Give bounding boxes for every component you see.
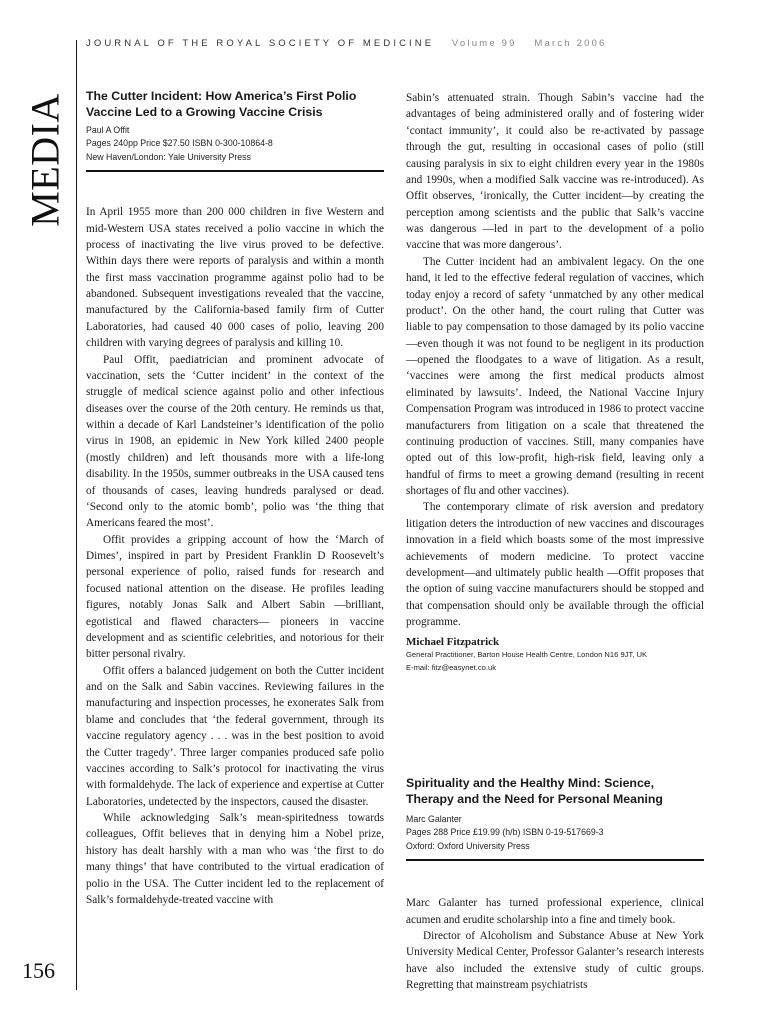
review1-details: Pages 240pp Price $27.50 ISBN 0-300-10864-8 <box>86 138 273 149</box>
paragraph: Offit offers a balanced judgement on both the Cutter incident and on the Salk and Sabin vaccines. Reviewing failures in the manufacturing and inspection processes, he exonerates Salk from blame and concludes that ‘the federal government, through its vaccine regulatory agency . . . was in the best position to avoid the Cutter tragedy’. Three larger companies produced safe polio vaccines according to Salk’s protocol for inactivating the virus with formaldehyde. The lack of experience and expertise at Cutter Laboratories, undetected by the inspectors, caused the disaster. <box>86 664 384 808</box>
review2-title: Spirituality and the Healthy Mind: Science, Therapy and the Need for Personal Meaning <box>406 776 663 806</box>
review1-body-left <box>86 204 384 908</box>
review2-author: Marc Galanter <box>406 814 462 824</box>
running-header <box>86 38 726 49</box>
review1-body-right <box>406 90 704 630</box>
paragraph: Paul Offit, paediatrician and prominent advocate of vaccination, sets the ‘Cutter incident’ in the context of the struggle of medical science against polio and other infectious diseases over the course of the 20th century. He reminds us that, within a decade of Karl Landsteiner’s identification of the polio virus in 1908, an epidemic in New York killed 2400 people (mostly children) and left thousands more with a life-long disability. In the 1950s, summer outbreaks in the USA caused tens of thousands of cases, leaving hundreds paralysed or dead. ‘Second only to the atomic bomb’, polio was ‘the thing that Americans feared the most’. <box>86 353 384 530</box>
review1-title: The Cutter Incident: How America’s First Polio Vaccine Led to a Growing Vaccine Crisis <box>86 89 357 119</box>
paragraph: The Cutter incident had an ambivalent legacy. On the one hand, it led to the effective federal regulation of vaccines, which today enjoy a record of safety ‘unmatched by any other medical product’. On the other hand, the court ruling that Cutter was liable to pay compensation to those damaged by its polio vaccine—even though it was not found to be negligent in its production—opened the floodgates to a wave of litigation. As a result, ‘vaccines were among the first medical products almost eliminated by lawsuits’. Indeed, the National Vaccine Injury Compensation Program was introduced in 1986 to protect vaccine manufacturers from litigation on a scale that threatened the continuing production of vaccines. Still, many companies have opted out of this low-profit, high-risk field, leaving only a handful of firms to meet a growing demand (resulting in recent shortages of flu and other vaccines). <box>406 255 704 497</box>
review2-details: Pages 288 Price £19.99 (h/b) ISBN 0-19-517669-3 <box>406 827 604 838</box>
reviewer-affiliation: General Practitioner, Barton House Health Centre, London N16 9JT, UK <box>406 650 648 660</box>
paragraph: While acknowledging Salk’s mean-spiritedness towards colleagues, Offit believes that in denying him a Nobel prize, history has dealt harshly with a man who was ‘the first to do many things’ that have contributed to the virtual eradication of polio in the USA. The Cutter incident led to the replacement of Salk’s formaldehyde-treated vaccine with <box>86 812 384 906</box>
review1-right-column <box>406 90 704 674</box>
page-number: 156 <box>22 958 55 983</box>
volume-label: Volume 99 <box>451 38 517 49</box>
review1-left-column <box>86 88 384 908</box>
section-label-text: MEDIA <box>22 93 68 227</box>
reviewer-name: Michael Fitzpatrick <box>406 636 500 649</box>
review1-author: Paul A Offit <box>86 125 130 135</box>
section-label <box>18 90 72 230</box>
paragraph: The contemporary climate of risk aversion and predatory litigation deters the introduction of new vaccines and discourages innovation in a field which boasts some of the most impressive achievements of modern medicine. To protect vaccine development—and ultimately public health —Offit proposes that the option of suing vaccine manufacturers should be stopped and that compensation should only be available through the official programme. <box>406 501 704 628</box>
margin-rule <box>76 40 77 990</box>
reviewer-email: E-mail: fitz@easynet.co.uk <box>406 663 497 673</box>
review2 <box>406 775 704 993</box>
paragraph: Marc Galanter has turned professional experience, clinical acumen and erudite scholarship into a fine and timely book. <box>406 897 704 926</box>
journal-name: JOURNAL OF THE ROYAL SOCIETY OF MEDICINE <box>86 38 435 49</box>
paragraph: In April 1955 more than 200 000 children in five Western and mid-Western USA states received a polio vaccine in which the process of inactivating the live virus proved to be defective. Within days there were reports of paralysis and within a month the first mass vaccination programme against polio had to be abandoned. Subsequent investigations revealed that the vaccine, manufactured by the California-based family firm of Cutter Laboratories, had caused 40 000 cases of polio, leaving 200 children with varying degrees of paralysis and killing 10. <box>86 206 384 350</box>
issue-date: March 2006 <box>534 38 607 49</box>
review2-title-rule <box>406 859 704 861</box>
review2-body <box>406 895 704 993</box>
paragraph: Offit provides a gripping account of how the ‘March of Dimes’, inspired in part by President Franklin D Roosevelt’s personal experience of polio, raised funds for research and focused national attention on the disease. He profiles leading figures, notably Jonas Salk and Albert Sabin —brilliant, egotistical and flawed characters— pioneers in vaccine development and as scientific celebrities, and notorious for their bitter personal rivalry. <box>86 533 384 661</box>
paragraph: Director of Alcoholism and Substance Abuse at New York University Medical Center, Professor Galanter’s research interests have also included the extensive study of cultic groups. Regretting that mainstream psychiatrists <box>406 929 704 992</box>
review1-title-rule <box>86 170 384 172</box>
review2-publisher: Oxford: Oxford University Press <box>406 840 530 851</box>
paragraph: Sabin’s attenuated strain. Though Sabin’s vaccine had the advantages of being administered orally and of fostering wider ‘contact immunity’, it could also be re-activated by passage through the gut, resulting in occasional cases of polio (still causing paralysis in six to eight children every year in the 1980s and 1990s, when a modified Salk vaccine was re-introduced). As Offit observes, ‘ironically, the Cutter incident—by creating the perception among scientists and the public that Salk’s vaccine was dangerous —led in part to the development of a polio vaccine that was more dangerous’. <box>406 92 704 252</box>
review1-publisher: New Haven/London: Yale University Press <box>86 151 251 162</box>
